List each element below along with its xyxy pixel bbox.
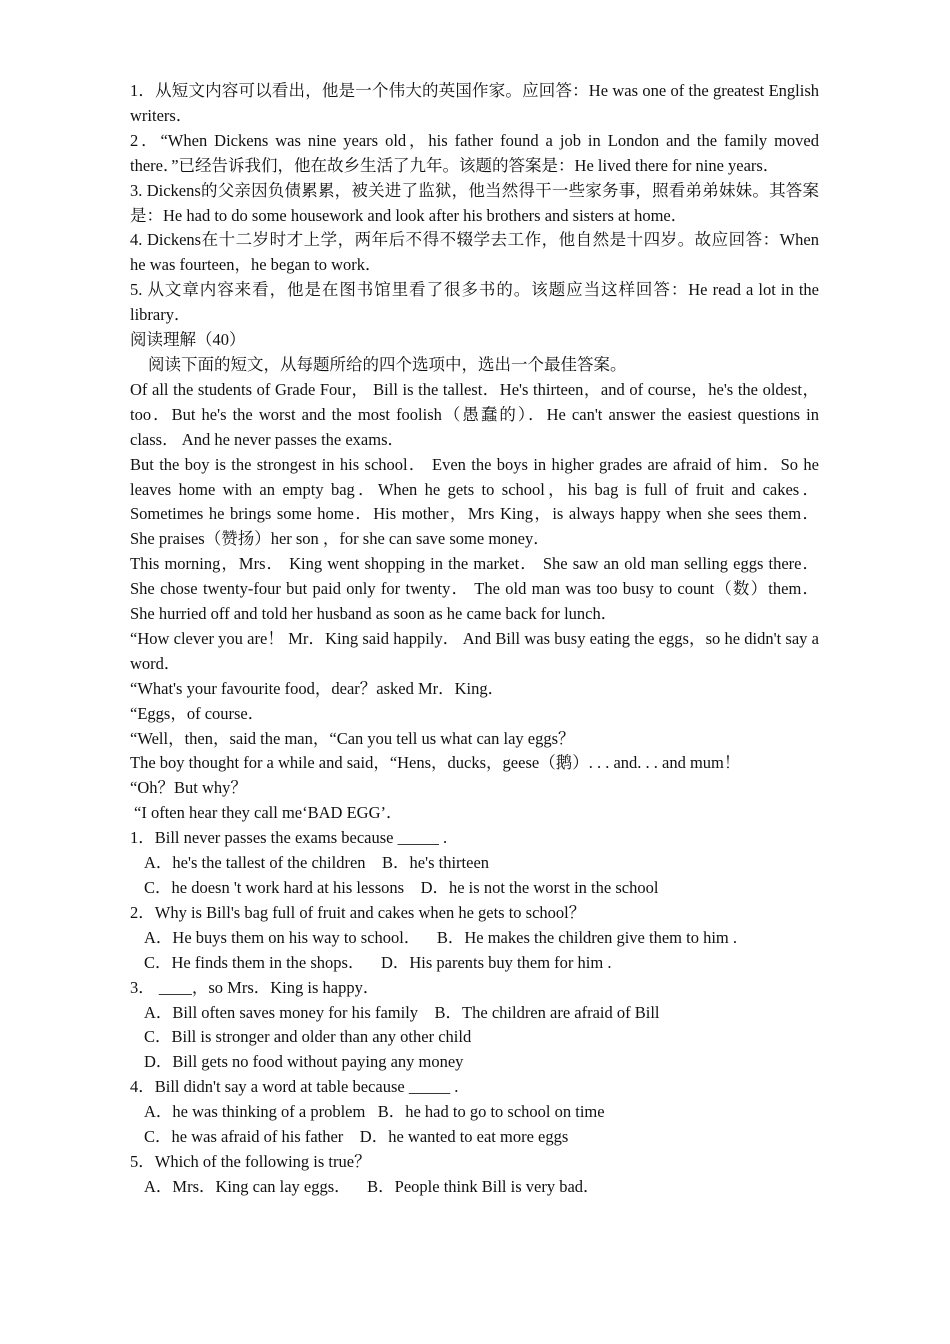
question-1 xyxy=(130,826,819,901)
question-stem: 3． ____，so Mrs．King is happy． xyxy=(130,977,380,997)
passage-paragraph: “I often hear they call me‘BAD EGG’． xyxy=(134,803,403,823)
question-option: C．he was afraid of his father D．he wanted to eat more eggs xyxy=(144,1127,569,1147)
passage-paragraph: “Eggs，of course． xyxy=(130,703,265,723)
question-option: C．He finds them in the shops． D．His parents buy them for him . xyxy=(144,952,612,972)
answer-explanation-3: 3. Dickens的父亲因负债累累，被关进了监狱，他当然得干一些家务事，照看弟弟妹妹。其答案是：He had to do some housework and look after his brothers and sisters at home． xyxy=(130,180,819,225)
question-option: A．he's the tallest of the children B．he's thirteen xyxy=(144,853,490,873)
question-option: A．he was thinking of a problem B．he had to go to school on time xyxy=(144,1102,605,1122)
question-stem: 2．Why is Bill's bag full of fruit and cakes when he gets to school？ xyxy=(130,902,586,922)
question-option: A．He buys them on his way to school． B．He makes the children give them to him . xyxy=(144,927,737,947)
passage-paragraph: “Well，then，said the man，“Can you tell us what can lay eggs？ xyxy=(130,728,575,748)
passage-paragraph: “Oh？But why？ xyxy=(130,778,247,798)
passage-paragraph: Of all the students of Grade Four， Bill is the tallest．He's thirteen，and of course，he's the oldest，too．But he's the worst and the most foolish（愚蠢的）．He can't answer the easiest questions in class． And he never passes the exams． xyxy=(130,379,819,449)
document-page xyxy=(130,79,819,1200)
question-option: A．Bill often saves money for his family B．The children are afraid of Bill xyxy=(144,1002,660,1022)
answer-explanation-5: 5. 从文章内容来看，他是在图书馆里看了很多书的。该题应当这样回答：He read a lot in the library． xyxy=(130,280,819,325)
passage-paragraph: “How clever you are！ Mr．King said happily． And Bill was busy eating the eggs，so he didn't say a word． xyxy=(130,628,819,673)
question-4 xyxy=(130,1075,819,1150)
passage-paragraph: “What's your favourite food，dear？asked Mr．King． xyxy=(130,678,505,698)
question-stem: 4．Bill didn't say a word at table because _____ . xyxy=(130,1077,459,1097)
question-5 xyxy=(130,1150,819,1200)
passage-paragraph: The boy thought for a while and said，“Hens，ducks，geese（鹅）. . . and. . . and mum！ xyxy=(130,753,741,773)
answer-explanation-2: 2．“When Dickens was nine years old，his father found a job in London and the family moved there．”已经告诉我们，他在故乡生活了九年。该题的答案是：He lived there for nine years． xyxy=(130,130,819,175)
question-option: C．Bill is stronger and older than any other child xyxy=(144,1027,472,1047)
question-option: A．Mrs．King can lay eggs． B．People think Bill is very bad． xyxy=(144,1176,600,1196)
question-stem: 1．Bill never passes the exams because _____ . xyxy=(130,828,448,848)
question-2 xyxy=(130,901,819,976)
question-3 xyxy=(130,976,819,1076)
passage-paragraph: This morning，Mrs． King went shopping in the market． She saw an old man selling eggs there． She chose twenty-four but paid only for twenty． The old man was too busy to count（数）them． She hurried off and told her husband as soon as he came back for lunch． xyxy=(130,554,819,624)
section-instruction: 阅读下面的短文，从每题所给的四个选项中，选出一个最佳答案。 xyxy=(148,354,627,374)
question-option: D．Bill gets no food without paying any money xyxy=(144,1052,464,1072)
answer-explanation-1: 1．从短文内容可以看出，他是一个伟大的英国作家。应回答：He was one of the greatest English writers． xyxy=(130,81,819,125)
question-stem: 5．Which of the following is true？ xyxy=(130,1151,371,1171)
passage-paragraph: But the boy is the strongest in his school． Even the boys in higher grades are afraid of him．So he leaves home with an empty bag．When he gets to school，his bag is full of fruit and cakes．Sometimes he brings some home．His mother，Mrs King，is always happy when she sees them． She praises（赞扬）her son ，for she can save some money． xyxy=(130,454,819,549)
question-option: C．he doesn 't work hard at his lessons D．he is not the worst in the school xyxy=(144,878,659,897)
section-title: 阅读理解（40） xyxy=(130,330,246,350)
answer-explanation-4: 4. Dickens在十二岁时才上学，两年后不得不辍学去工作，他自然是十四岁。故应回答：When he was fourteen，he began to work． xyxy=(130,230,819,275)
